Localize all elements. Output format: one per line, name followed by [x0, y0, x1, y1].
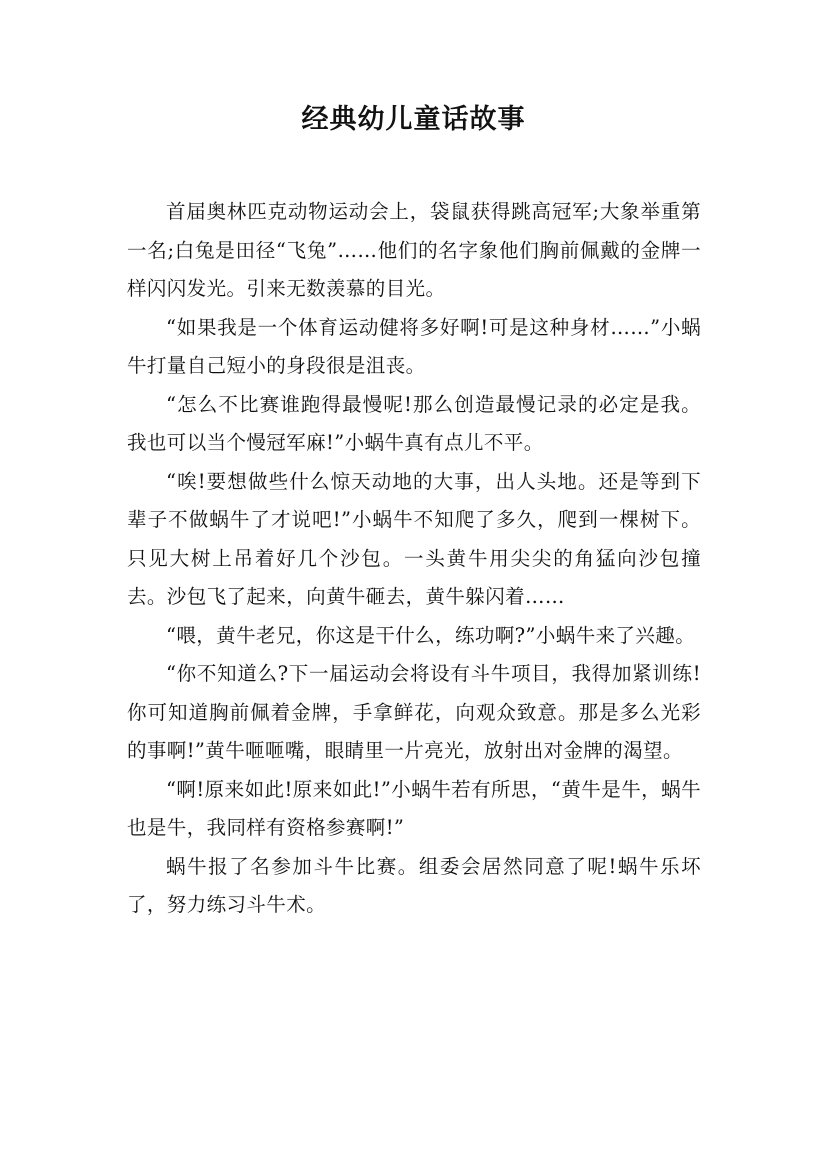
paragraph: “怎么不比赛谁跑得最慢呢!那么创造最慢记录的必定是我。我也可以当个慢冠军麻!”小蜗牛真有点儿不平。 [127, 392, 701, 454]
document-body [127, 193, 701, 925]
paragraph: “如果我是一个体育运动健将多好啊!可是这种身材……”小蜗牛打量自己短小的身段很是沮丧。 [127, 315, 701, 377]
paragraph: 首届奥林匹克动物运动会上，袋鼠获得跳高冠军;大象举重第一名;白兔是田径“飞兔”……他们的名字象他们胸前佩戴的金牌一样闪闪发光。引来无数羡慕的目光。 [127, 200, 701, 300]
paragraph: “唉!要想做些什么惊天动地的大事，出人头地。还是等到下辈子不做蜗牛了才说吧!”小蜗牛不知爬了多久，爬到一棵树下。只见大树上吊着好几个沙包。一头黄牛用尖尖的角猛向沙包撞去。沙包飞了起来，向黄牛砸去，黄牛躲闪着…… [127, 469, 701, 608]
paragraph: “喂，黄牛老兄，你这是干什么，练功啊?”小蜗牛来了兴趣。 [166, 623, 696, 647]
paragraph: “啊!原来如此!原来如此!”小蜗牛若有所思，“黄牛是牛，蜗牛也是牛，我同样有资格参赛啊!” [127, 777, 701, 839]
paragraph: “你不知道么?下一届运动会将设有斗牛项目，我得加紧训练!你可知道胸前佩着金牌，手拿鲜花，向观众致意。那是多么光彩的事啊!”黄牛咂咂嘴，眼睛里一片亮光，放射出对金牌的渴望。 [127, 662, 701, 762]
paragraph: 蜗牛报了名参加斗牛比赛。组委会居然同意了呢!蜗牛乐坏了，努力练习斗牛术。 [127, 854, 701, 916]
document-title: 经典幼儿童话故事 [301, 104, 526, 135]
